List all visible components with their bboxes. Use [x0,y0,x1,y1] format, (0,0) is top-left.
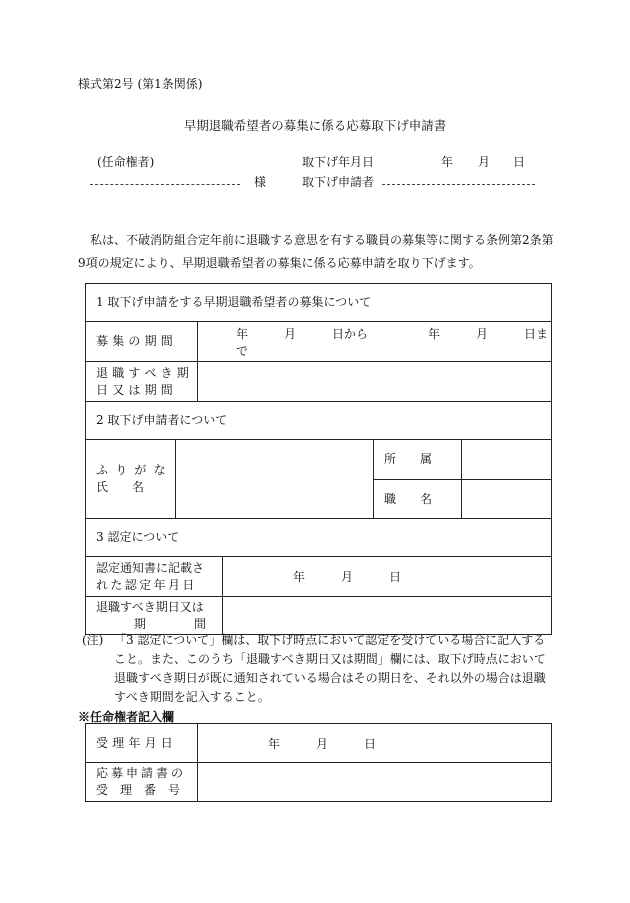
document-title: 早期退職希望者の募集に係る応募取下げ申請書 [183,118,447,133]
dept-field[interactable] [462,440,552,480]
period-row [86,322,552,362]
received-date-field[interactable]: 年 月 日 [198,724,552,763]
sama-label: 様 [254,175,267,189]
appointer-name-line[interactable] [90,184,240,185]
applicant-name-line[interactable] [382,184,535,185]
section3-heading: 3 認定について [86,519,552,557]
cert-retire-label: 退職すべき期日又は 期 間 [86,597,223,635]
section1-heading: 1 取下げ申請をする早期退職希望者の募集について [86,284,552,322]
applicant-label: 取下げ申請者 [302,175,375,189]
retire-date-field[interactable] [198,362,552,402]
received-date-row [86,724,552,763]
furigana-name-label: ふりがな 氏 名 [86,440,176,519]
withdraw-date-label: 取下げ年月日 [302,155,375,169]
cert-date-field[interactable]: 年 月 日 [223,557,552,597]
position-label: 職 名 [374,480,462,519]
period-label: 募集の期間 [86,322,198,362]
withdraw-date-month: 月 [478,155,491,169]
receipt-number-row [86,763,552,802]
cert-date-label: 認定通知書に記載さ れた認定年月日 [86,557,223,597]
form-number: 様式第2号 (第1条関係) [78,77,203,91]
appointer-label: (任命権者) [97,155,155,169]
section2-heading: 2 取下げ申請者について [86,402,552,440]
note-text: 「3 認定について」欄は、取下げ時点において認定を受けている場合に記入すること。また、このうち「退職すべき期日又は期間」欄には、取下げ時点において退職すべき期日が既に通知されている場合はその期日を、それ以外の場合は退職すべき期間を記入すること。 [114,633,546,704]
retire-date-label: 退職すべき期 日又は期間 [86,362,198,402]
withdraw-date-year: 年 [441,155,454,169]
application-table [85,283,552,635]
section1-heading-row [86,284,552,322]
cert-retire-field[interactable] [223,597,552,635]
cert-date-row [86,557,552,597]
name-field[interactable] [176,440,374,519]
retire-date-row [86,362,552,402]
section2-heading-row [86,402,552,440]
appointer-section-heading: ※任命権者記入欄 [78,710,175,724]
furigana-dept-row [86,440,552,480]
receipt-number-label: 応募申請書の 受 理 番 号 [86,763,198,802]
note-block [82,631,552,709]
withdraw-date-day: 日 [513,155,526,169]
receipt-number-field[interactable] [198,763,552,802]
cert-retire-row [86,597,552,635]
dept-label: 所 属 [374,440,462,480]
appointer-table [85,723,552,802]
note-mark: (注) [82,633,104,647]
body-paragraph: 私は、不破消防組合定年前に退職する意思を有する職員の募集等に関する条例第2条第9項の規定により、早期退職希望者の募集に係る応募申請を取り下げます。 [78,233,554,270]
period-field[interactable]: 年 月 日から 年 月 日まで [198,322,552,362]
position-field[interactable] [462,480,552,519]
section3-heading-row [86,519,552,557]
received-date-label: 受理年月日 [86,724,198,763]
